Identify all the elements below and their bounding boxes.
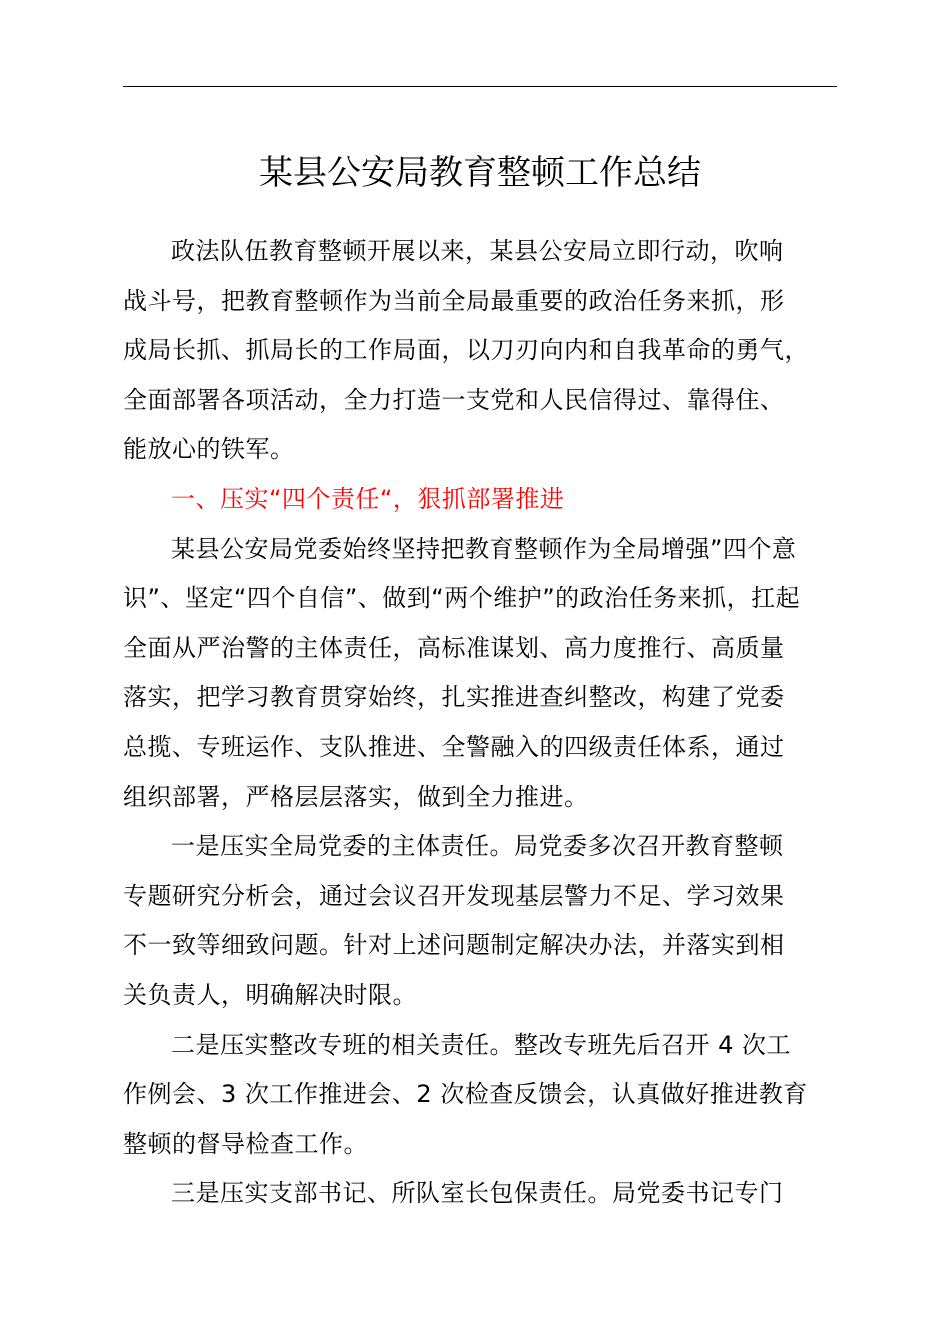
header-rule: [123, 86, 837, 87]
text-line: 三是压实支部书记、所队室长包保责任。局党委书记专门: [171, 1179, 784, 1208]
text-line: 组织部署，严格层层落实，做到全力推进。: [123, 782, 589, 811]
paragraph-point-two: [123, 1021, 837, 1170]
text-line: 全面部署各项活动，全力打造一支党和人民信得过、靠得住、: [123, 385, 785, 414]
text-line: 战斗号，把教育整顿作为当前全局最重要的政治任务来抓，形: [123, 286, 785, 315]
text-line: 全面从严治警的主体责任，高标准谋划、高力度推行、高质量: [123, 633, 785, 662]
text-line: 作例会、3 次工作推进会、2 次检查反馈会，认真做好推进教育: [123, 1080, 808, 1109]
document-body: [123, 227, 837, 1219]
text-line: 二是压实整改专班的相关责任。整改专班先后召开 4 次工: [171, 1030, 792, 1059]
paragraph-point-one: [123, 822, 837, 1020]
text-line: 能放心的铁军。: [123, 435, 295, 464]
text-line: 关负责人，明确解决时限。: [123, 980, 417, 1009]
text-line: 成局长抓、抓局长的工作局面，以刀刃向内和自我革命的勇气，: [123, 336, 809, 365]
text-line: 专题研究分析会，通过会议召开发现基层警力不足、学习效果: [123, 881, 785, 910]
paragraph-point-three: [123, 1169, 837, 1219]
document-title: 某县公安局教育整顿工作总结: [259, 153, 701, 193]
text-line: 某县公安局党委始终坚持把教育整顿作为全局增强”四个意: [171, 534, 797, 563]
paragraph-intro: [123, 227, 837, 475]
text-line: 不一致等细致问题。针对上述问题制定解决办法，并落实到相: [123, 931, 785, 960]
text-line: 总揽、专班运作、支队推进、全警融入的四级责任体系，通过: [123, 732, 785, 761]
text-line: 一是压实全局党委的主体责任。局党委多次召开教育整顿: [171, 832, 784, 861]
text-line: 整顿的督导检查工作。: [123, 1129, 368, 1158]
text-line: 政法队伍教育整顿开展以来，某县公安局立即行动，吹响: [171, 237, 784, 265]
section-heading: [123, 475, 837, 525]
text-line: 落实，把学习教育贯穿始终，扎实推进查纠整改，构建了党委: [123, 683, 785, 712]
paragraph-section-one: [123, 525, 837, 823]
section-heading-text: 一、压实“四个责任“，狠抓部署推进: [171, 484, 565, 513]
text-line: 识”、坚定“四个自信”、做到“两个维护”的政治任务来抓，扛起: [123, 584, 801, 613]
